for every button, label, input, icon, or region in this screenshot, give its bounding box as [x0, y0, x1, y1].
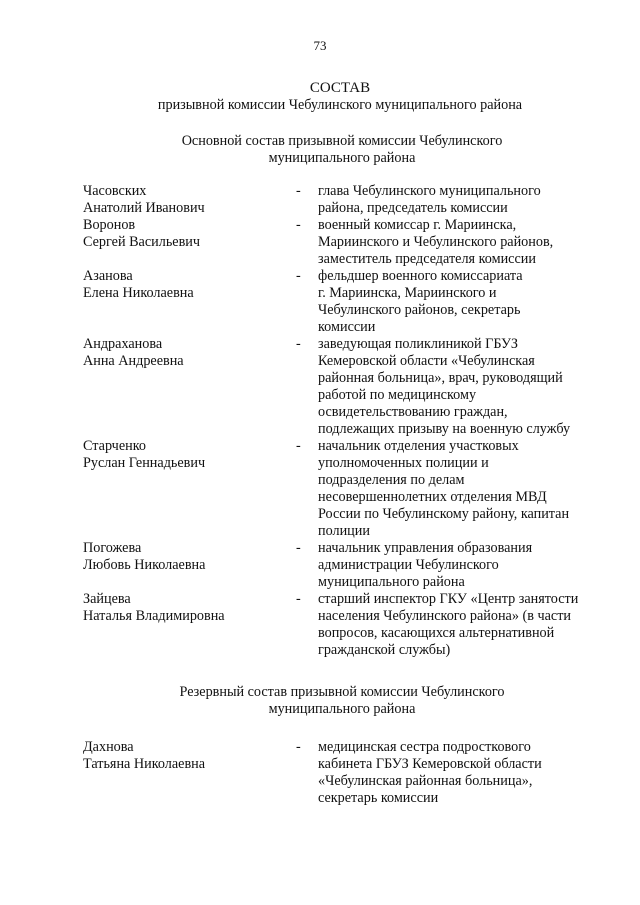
member-dash: -	[296, 183, 301, 199]
member-given-name: Руслан Геннадьевич	[83, 455, 206, 471]
member-entry	[83, 183, 603, 217]
member-role-line: начальник управления образования	[318, 540, 533, 556]
main-section-heading	[0, 133, 640, 167]
member-name	[83, 336, 283, 370]
member-dash: -	[296, 540, 301, 556]
member-role-line: населения Чебулинского района» (в части	[318, 608, 571, 624]
member-entry	[83, 268, 603, 336]
member-surname: Дахнова	[83, 739, 134, 755]
member-role-line: уполномоченных полиции и	[318, 455, 489, 471]
page-number: 73	[313, 38, 327, 53]
member-role-line: Чебулинского районов, секретарь	[318, 302, 521, 318]
member-dash: -	[296, 591, 301, 607]
member-entry	[83, 217, 603, 268]
member-dash: -	[296, 336, 301, 352]
member-role-line: работой по медицинскому	[318, 387, 477, 403]
member-role	[318, 739, 603, 807]
member-role-line: военный комиссар г. Мариинска,	[318, 217, 517, 233]
member-given-name: Татьяна Николаевна	[83, 756, 206, 772]
member-role-line: подлежащих призыву на военную службу	[318, 421, 571, 437]
reserve-section-heading-line-2: муниципального района	[268, 701, 416, 717]
document-title	[0, 80, 640, 114]
member-name	[83, 268, 283, 302]
member-role-line: гражданской службы)	[318, 642, 451, 658]
member-role-line: глава Чебулинского муниципального	[318, 183, 541, 199]
member-role	[318, 438, 603, 540]
member-role-line: несовершеннолетних отделения МВД	[318, 489, 547, 505]
member-dash: -	[296, 739, 301, 755]
member-role-line: комиссии	[318, 319, 376, 335]
member-role	[318, 268, 603, 336]
member-role-line: Кемеровской области «Чебулинская	[318, 353, 535, 369]
reserve-members-list	[83, 739, 603, 807]
member-given-name: Елена Николаевна	[83, 285, 194, 301]
member-role-line: освидетельствованию граждан,	[318, 404, 508, 420]
member-dash: -	[296, 217, 301, 233]
member-role-line: медицинская сестра подросткового	[318, 739, 531, 755]
member-given-name: Любовь Николаевна	[83, 557, 206, 573]
member-role-line: начальник отделения участковых	[318, 438, 519, 454]
member-role	[318, 591, 603, 659]
member-given-name: Наталья Владимировна	[83, 608, 225, 624]
member-role-line: вопросов, касающихся альтернативной	[318, 625, 555, 641]
reserve-section-heading-line-1: Резервный состав призывной комиссии Чебулинского	[179, 684, 505, 700]
member-surname: Андраханова	[83, 336, 163, 352]
member-surname: Погожева	[83, 540, 142, 556]
member-surname: Старченко	[83, 438, 146, 454]
member-role-line: района, председатель комиссии	[318, 200, 508, 216]
member-given-name: Анатолий Иванович	[83, 200, 205, 216]
member-surname: Азанова	[83, 268, 133, 284]
member-name	[83, 591, 283, 625]
member-role-line: районная больница», врач, руководящий	[318, 370, 563, 386]
member-surname: Часовских	[83, 183, 147, 199]
member-role-line: муниципального района	[318, 574, 465, 590]
main-members-list	[83, 183, 603, 659]
member-name	[83, 739, 283, 773]
member-given-name: Анна Андреевна	[83, 353, 184, 369]
member-entry	[83, 739, 603, 807]
member-role	[318, 540, 603, 591]
member-dash: -	[296, 268, 301, 284]
member-entry	[83, 540, 603, 591]
member-name	[83, 438, 283, 472]
member-entry	[83, 438, 603, 540]
member-name	[83, 183, 283, 217]
title-line-2: призывной комиссии Чебулинского муниципального района	[157, 97, 523, 113]
member-role-line: фельдшер военного комиссариата	[318, 268, 523, 284]
member-role	[318, 183, 603, 217]
member-entry	[83, 591, 603, 659]
member-entry	[83, 336, 603, 438]
member-role-line: секретарь комиссии	[318, 790, 439, 806]
reserve-section-heading	[0, 684, 640, 718]
member-role-line: заместитель председателя комиссии	[318, 251, 536, 267]
member-role-line: полиции	[318, 523, 370, 539]
title-line-1: СОСТАВ	[309, 80, 371, 96]
member-name	[83, 217, 283, 251]
member-role-line: подразделения по делам	[318, 472, 465, 488]
member-surname: Зайцева	[83, 591, 131, 607]
main-section-heading-line-2: муниципального района	[268, 150, 416, 166]
member-role-line: г. Мариинска, Мариинского и	[318, 285, 497, 301]
member-role	[318, 336, 603, 438]
member-role-line: старший инспектор ГКУ «Центр занятости	[318, 591, 579, 607]
member-role-line: России по Чебулинскому району, капитан	[318, 506, 570, 522]
member-role-line: кабинета ГБУЗ Кемеровской области	[318, 756, 542, 772]
member-role-line: Мариинского и Чебулинского районов,	[318, 234, 554, 250]
member-name	[83, 540, 283, 574]
member-role-line: администрации Чебулинского	[318, 557, 499, 573]
member-role-line: «Чебулинская районная больница»,	[318, 773, 533, 789]
member-given-name: Сергей Васильевич	[83, 234, 201, 250]
member-role-line: заведующая поликлиникой ГБУЗ	[318, 336, 518, 352]
member-dash: -	[296, 438, 301, 454]
member-surname: Воронов	[83, 217, 136, 233]
member-role	[318, 217, 603, 268]
main-section-heading-line-1: Основной состав призывной комиссии Чебулинского	[181, 133, 503, 149]
